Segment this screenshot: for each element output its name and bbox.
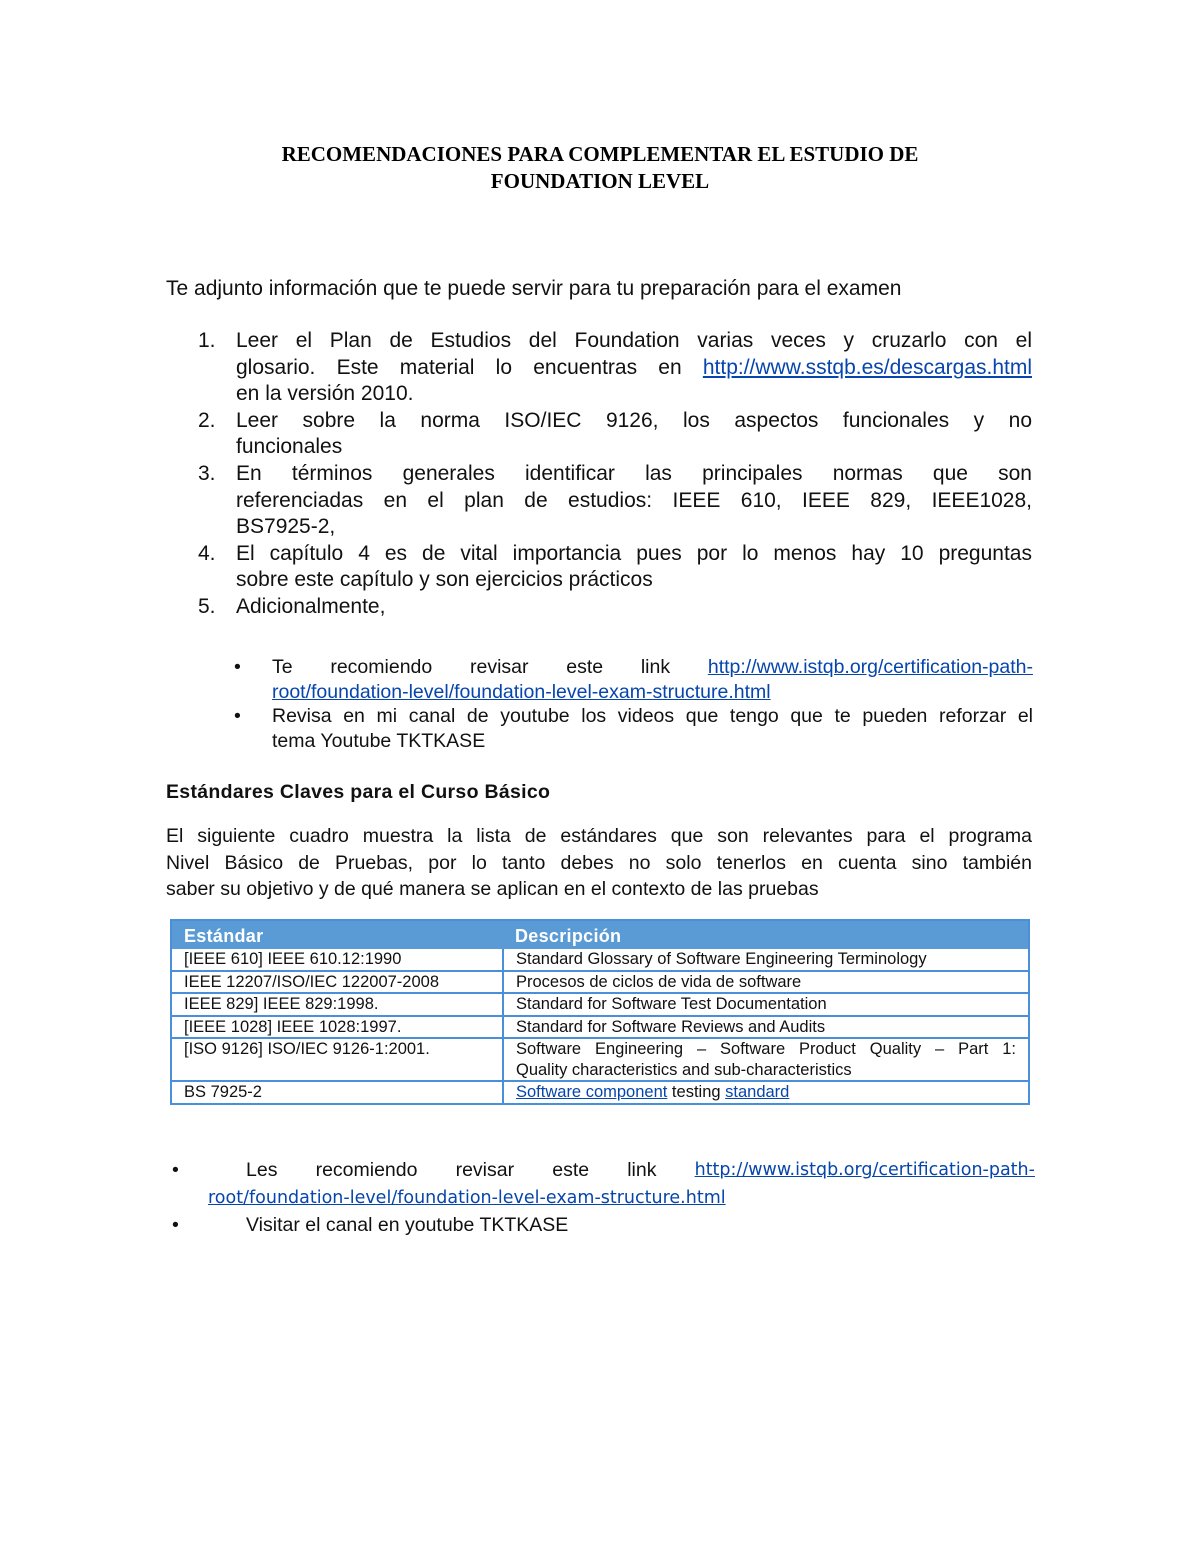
- standard-cell: BS 7925-2: [172, 1081, 503, 1103]
- bullet-line: [182, 1157, 1035, 1184]
- standard-cell: [IEEE 610] IEEE 610.12:1990: [172, 949, 503, 971]
- paragraph-line: Nivel Básico de Pruebas, por lo tanto debes no solo tenerlos en cuenta sino también: [166, 851, 1032, 874]
- title-line-1: RECOMENDACIONES PARA COMPLEMENTAR EL ESTUDIO DE: [281, 142, 919, 166]
- table-row: [172, 993, 1028, 1016]
- istqb-link[interactable]: http://www.istqb.org/certification-path-: [707, 656, 1033, 678]
- list-item-text: glosario. Este material lo encuentras en: [236, 355, 703, 379]
- column-header-standard: Estándar: [184, 925, 264, 946]
- description-line: Software Engineering – Software Product Quality – Part 1:: [516, 1040, 1016, 1058]
- list-item-line: Leer el Plan de Estudios del Foundation varias veces y cruzarlo con el: [236, 329, 1032, 352]
- bullet-text: Visitar el canal en youtube TKTKASE: [246, 1214, 569, 1236]
- list-item-line: [236, 355, 1032, 382]
- list-item: [190, 328, 1032, 408]
- list-number: 5.: [198, 594, 216, 618]
- bullet-icon: •: [234, 656, 241, 678]
- list-number: 2.: [198, 408, 216, 432]
- bullet-word: recomiendo: [315, 1159, 418, 1181]
- bullet-line: tema Youtube TKTKASE: [272, 729, 486, 752]
- list-item-line: referenciadas en el plan de estudios: IEEE 610, IEEE 829, IEEE1028,: [236, 488, 1032, 512]
- description-cell: [503, 1038, 1028, 1081]
- intro-text: Te adjunto información que te puede servir para tu preparación para el examen: [166, 277, 902, 300]
- bullet-word: link: [627, 1159, 657, 1181]
- list-item: [190, 541, 1032, 594]
- list-item-line: sobre este capítulo y son ejercicios prácticos: [236, 568, 653, 592]
- section-heading: Estándares Claves para el Curso Básico: [166, 781, 551, 803]
- table-row: [172, 971, 1028, 994]
- description-line: Quality characteristics and sub-characteristics: [516, 1060, 852, 1079]
- bullet-item: [228, 704, 1033, 753]
- list-number: 1.: [198, 329, 216, 352]
- bullet-list-recommendations: [228, 655, 1033, 753]
- istqb-link-continued[interactable]: root/foundation-level/foundation-level-exam-structure.html: [272, 680, 771, 703]
- software-component-link[interactable]: Software component: [516, 1083, 668, 1101]
- description-cell: Standard Glossary of Software Engineering Terminology: [503, 949, 1028, 971]
- list-item-line: en la versión 2010.: [236, 382, 414, 406]
- list-item-line: Adicionalmente,: [236, 594, 386, 618]
- standard-link[interactable]: standard: [725, 1083, 790, 1101]
- list-item: [190, 594, 1032, 621]
- title-line-2: FOUNDATION LEVEL: [490, 169, 710, 193]
- list-item-line: funcionales: [236, 435, 343, 459]
- table-row: [172, 1016, 1028, 1039]
- bullet-item: [170, 1212, 1035, 1239]
- bullet-item: [170, 1157, 1035, 1212]
- bullet-list-final: [170, 1157, 1035, 1239]
- description-cell: Procesos de ciclos de vida de software: [503, 971, 1028, 994]
- bullet-icon: •: [172, 1159, 179, 1181]
- bullet-text: Te recomiendo revisar este link: [272, 656, 708, 678]
- paragraph-line: saber su objetivo y de qué manera se aplican en el contexto de las pruebas: [166, 878, 819, 901]
- table-row: [172, 1081, 1028, 1103]
- bullet-word: este: [552, 1159, 590, 1181]
- list-number: 3.: [198, 461, 216, 485]
- description-cell: Standard for Software Test Documentation: [503, 993, 1028, 1016]
- standard-cell: [ISO 9126] ISO/IEC 9126-1:2001.: [172, 1038, 503, 1081]
- description-text: testing: [667, 1083, 726, 1101]
- standards-table: [170, 919, 1030, 1105]
- list-item-line: BS7925-2,: [236, 515, 336, 539]
- list-item-line: Leer sobre la norma ISO/IEC 9126, los aspectos funcionales y no: [236, 408, 1032, 432]
- bullet-icon: •: [172, 1214, 179, 1236]
- bullet-line: [272, 655, 1033, 680]
- istqb-link-continued[interactable]: root/foundation-level/foundation-level-exam-structure.html: [208, 1188, 726, 1208]
- description-cell: Standard for Software Reviews and Audits: [503, 1016, 1028, 1039]
- section-paragraph: [166, 823, 1032, 903]
- sstqb-link[interactable]: http://www.sstqb.es/descargas.html: [702, 355, 1032, 379]
- standard-cell: IEEE 12207/ISO/IEC 122007-2008: [172, 971, 503, 994]
- table-row: [172, 949, 1028, 971]
- bullet-icon: •: [234, 705, 241, 727]
- list-item-line: En términos generales identificar las principales normas que son: [236, 461, 1032, 485]
- table-row: [172, 1038, 1028, 1081]
- numbered-list: [190, 328, 1032, 621]
- list-item: [190, 461, 1032, 541]
- list-item: [190, 408, 1032, 461]
- bullet-item: [228, 655, 1033, 704]
- istqb-link[interactable]: http://www.istqb.org/certification-path-: [694, 1160, 1035, 1180]
- standard-cell: [IEEE 1028] IEEE 1028:1997.: [172, 1016, 503, 1039]
- bullet-word: revisar: [455, 1159, 515, 1181]
- description-cell: [503, 1081, 1028, 1103]
- paragraph-line: El siguiente cuadro muestra la lista de estándares que son relevantes para el programa: [166, 825, 1032, 847]
- standard-cell: IEEE 829] IEEE 829:1998.: [172, 993, 503, 1016]
- list-item-line: El capítulo 4 es de vital importancia pues por lo menos hay 10 preguntas: [236, 541, 1032, 565]
- bullet-line: Revisa en mi canal de youtube los videos que tengo que te pueden reforzar el: [272, 705, 1033, 727]
- list-number: 4.: [198, 541, 216, 565]
- table-header-row: [172, 921, 1028, 949]
- bullet-word: Les: [246, 1159, 278, 1181]
- document-title: [150, 141, 1050, 195]
- column-header-description: Descripción: [515, 925, 622, 946]
